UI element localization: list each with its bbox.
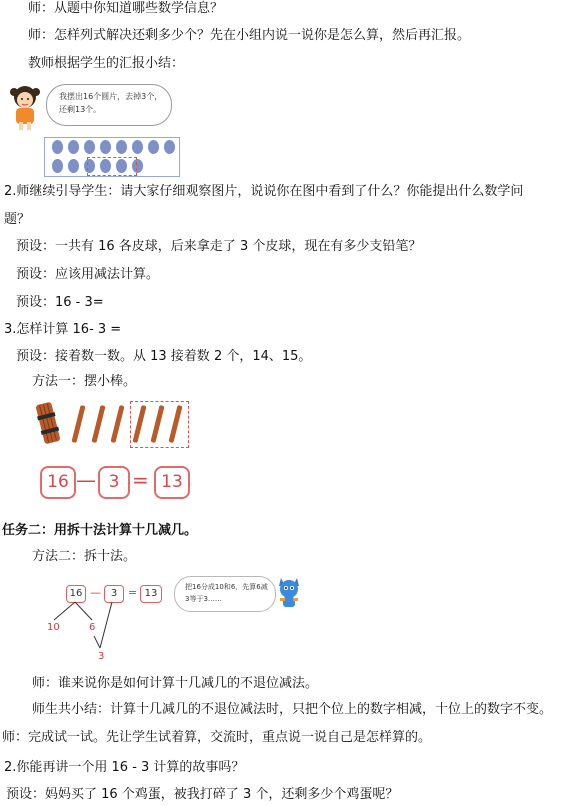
counter-oval	[164, 140, 175, 154]
text-line: 师：完成试一试。先让学生试着算，交流时，重点说一说自己是怎样算的。	[2, 730, 432, 745]
counter-oval	[100, 140, 111, 154]
speech-bubble-text: 我摆出16个圆片，去掉3个，还剩13个。	[59, 92, 163, 114]
text-line: 方法一：摆小棒。	[32, 374, 137, 389]
stick-bundle-icon	[36, 402, 60, 444]
girl-illustration	[8, 84, 42, 130]
counter-oval	[132, 140, 143, 154]
text-line: 方法二：拆十法。	[32, 549, 137, 564]
counter-oval	[116, 140, 127, 154]
speech-bubble	[46, 84, 172, 126]
text-line: 3.怎样计算 16- 3 =	[4, 322, 122, 337]
text-line: 教师根据学生的汇报小结：	[28, 56, 185, 71]
equation-result: 13	[154, 466, 190, 499]
text-line: 2.师继续引导学生：请大家仔细观察图片，说说你在图中看到了什么？你能提出什么数学问	[4, 184, 524, 199]
text-line: 预设：妈妈买了 16 个鸡蛋，被我打碎了 3 个，还剩多少个鸡蛋呢？	[6, 787, 399, 802]
text-line: 2.你能再讲一个用 16 - 3 计算的故事吗？	[4, 760, 245, 775]
split-result: 13	[140, 585, 162, 603]
section-heading: 任务二：用拆十法计算十几减几。	[2, 523, 198, 538]
blue-cat-illustration	[276, 576, 302, 610]
split-subtrahend: 3	[104, 585, 124, 603]
split-intermediate-result: 3	[98, 651, 105, 662]
minus-sign: —	[76, 468, 96, 492]
text-line: 预设：应该用减法计算。	[16, 267, 160, 282]
text-line: 预设：接着数一数。从 13 接着数 2 个，14、15。	[16, 349, 312, 364]
removed-sticks-box	[130, 401, 189, 448]
counter-oval	[84, 140, 95, 154]
text-line: 师：怎样列式解决还剩多少个？先在小组内说一说你是怎么算，然后再汇报。	[28, 28, 471, 43]
counter-oval	[52, 159, 63, 173]
counter-oval	[52, 140, 63, 154]
text-line: 题？	[4, 212, 31, 227]
text-line: 预设：一共有 16 各皮球，后来拿走了 3 个皮球，现在有多少支铅笔？	[16, 239, 422, 254]
thought-bubble-text: 把16分成10和6，先算6减3等于3……	[185, 583, 268, 603]
split-equals-sign: =	[128, 586, 138, 599]
equation-subtrahend: 3	[98, 466, 130, 499]
split-ones-part: 6	[89, 622, 96, 633]
equals-sign: =	[132, 468, 149, 492]
single-stick	[71, 405, 85, 443]
text-line: 师：从题中你知道哪些数学信息？	[28, 1, 224, 16]
split-minus-sign: —	[90, 586, 101, 599]
text-line: 师：谁来说你是如何计算十几减几的不退位减法。	[32, 676, 319, 691]
counter-oval	[68, 140, 79, 154]
single-stick	[91, 405, 105, 443]
removed-counters-box	[87, 157, 137, 176]
counter-oval	[148, 140, 159, 154]
split-minuend: 16	[66, 585, 86, 603]
text-line: 预设：16 - 3=	[16, 295, 104, 310]
counter-panel	[44, 137, 180, 177]
text-line: 师生共小结：计算十几减几的不退位减法时，只把个位上的数字相减，十位上的数字不变。	[32, 702, 553, 717]
single-stick	[110, 405, 124, 443]
counter-oval	[68, 159, 79, 173]
split-tens-part: 10	[47, 622, 60, 633]
equation-minuend: 16	[40, 466, 76, 499]
thought-bubble	[174, 576, 276, 612]
